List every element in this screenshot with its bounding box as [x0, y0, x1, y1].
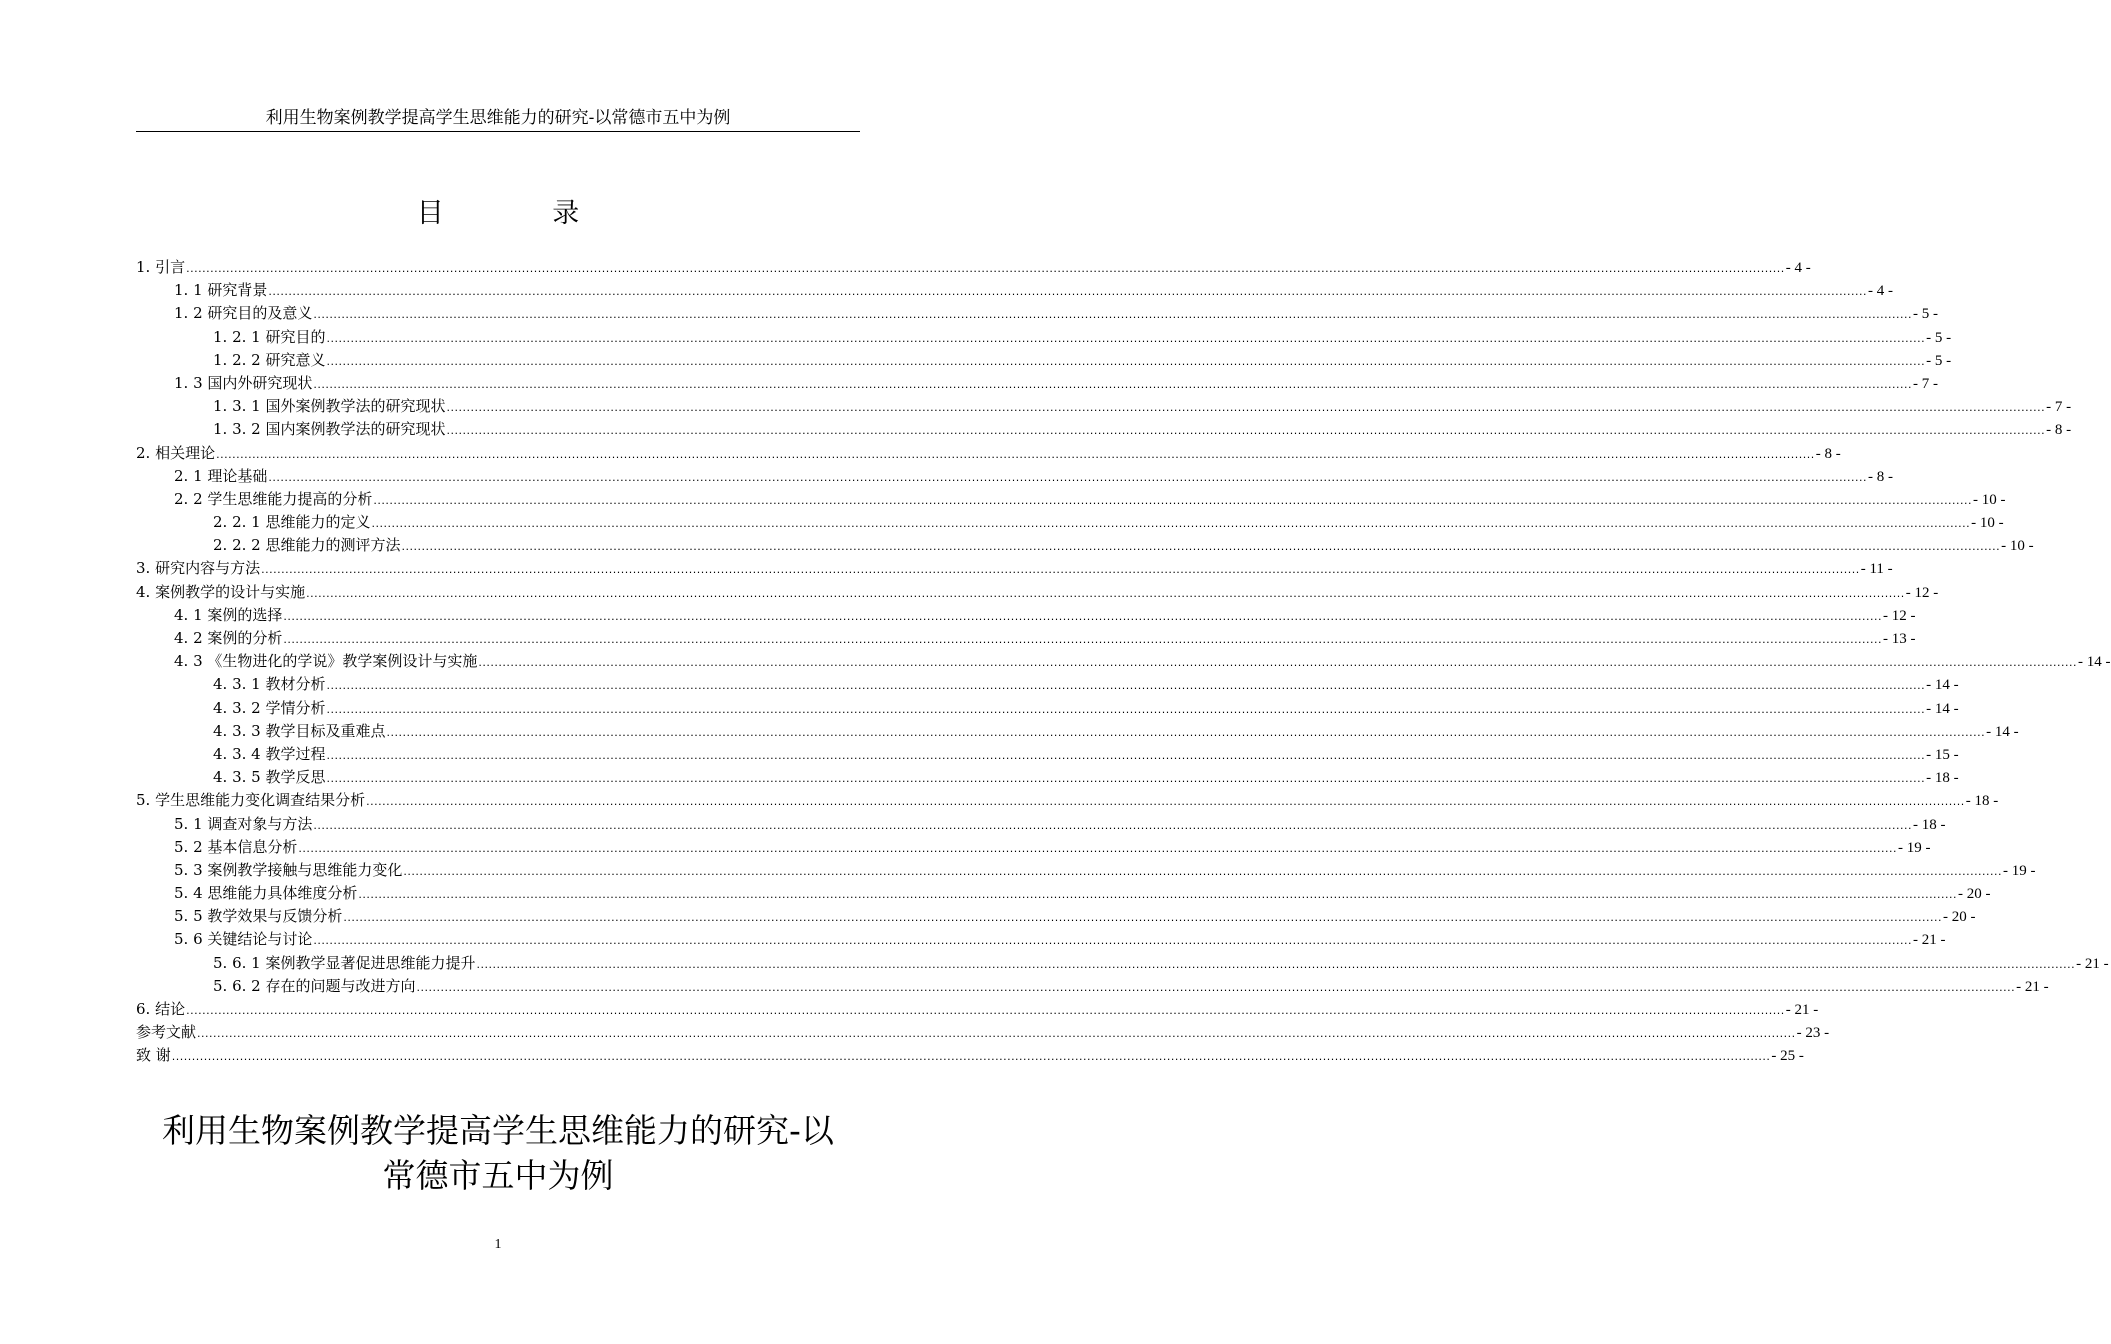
toc-leader-dots: ................................................................................................................................................................................................................................................................................................................................................................................................................: [403, 864, 2003, 878]
toc-entry[interactable]: [136, 302, 1939, 325]
toc-entry-page: - 12 -: [1905, 584, 1939, 601]
toc-entry-page: - 7 -: [1913, 375, 1939, 392]
toc-entry-text: 2. 1 理论基础: [174, 466, 268, 485]
toc-entry-page: - 5 -: [1926, 329, 1952, 346]
toc-entry[interactable]: [136, 372, 1939, 395]
toc-entry-page: - 4 -: [1785, 260, 1811, 276]
toc-leader-dots: ................................................................................................................................................................................................................................................................................................................................................................................................................: [373, 493, 1973, 507]
toc-entry[interactable]: [136, 859, 2036, 882]
toc-entry-text: 5. 6. 1 案例教学显著促进思维能力提升: [213, 953, 476, 972]
toc-entry-page: - 21 -: [2016, 978, 2049, 995]
toc-leader-dots: ................................................................................................................................................................................................................................................................................................................................................................................................................: [371, 517, 1971, 531]
toc-leader-dots: ................................................................................................................................................................................................................................................................................................................................................................................................................: [313, 934, 1913, 948]
toc-entry[interactable]: [136, 882, 1991, 905]
toc-entry[interactable]: [136, 813, 1946, 836]
toc-entry[interactable]: [136, 534, 2034, 557]
toc-leader-dots: ................................................................................................................................................................................................................................................................................................................................................................................................................: [366, 795, 1965, 809]
toc-leader-dots: ................................................................................................................................................................................................................................................................................................................................................................................................................: [446, 401, 2046, 415]
toc-entry-page: - 10 -: [1971, 515, 2004, 532]
toc-entry-text: 5. 6. 2 存在的问题与改进方向: [213, 976, 416, 995]
toc-entry-page: - 12 -: [1883, 607, 1916, 624]
toc-entry[interactable]: [136, 279, 1894, 302]
toc-leader-dots: ................................................................................................................................................................................................................................................................................................................................................................................................................: [186, 1004, 1785, 1017]
toc-entry[interactable]: [136, 627, 1916, 650]
toc-leader-dots: ................................................................................................................................................................................................................................................................................................................................................................................................................: [313, 818, 1913, 832]
toc-entry[interactable]: [136, 720, 2019, 743]
toc-entry[interactable]: [136, 743, 1959, 766]
toc-leader-dots: ................................................................................................................................................................................................................................................................................................................................................................................................................: [326, 354, 1926, 368]
document-title-line-1: 利用生物案例教学提高学生思维能力的研究-以: [162, 1111, 834, 1150]
toc-entry-page: - 18 -: [1965, 793, 1999, 810]
toc-entry-page: - 8 -: [2046, 422, 2072, 439]
toc-leader-dots: ................................................................................................................................................................................................................................................................................................................................................................................................................: [313, 308, 1913, 322]
toc-entry-page: - 8 -: [1815, 445, 1841, 462]
toc-leader-dots: ................................................................................................................................................................................................................................................................................................................................................................................................................: [343, 911, 1943, 925]
toc-entry[interactable]: [136, 465, 1894, 488]
toc-entry[interactable]: [136, 581, 1939, 604]
toc-leader-dots: ................................................................................................................................................................................................................................................................................................................................................................................................................: [326, 702, 1926, 716]
toc-entry-text: 6. 结论: [136, 1000, 186, 1018]
toc-entry-text: 1. 2. 1 研究目的: [213, 327, 326, 346]
toc-leader-dots: ................................................................................................................................................................................................................................................................................................................................................................................................................: [313, 377, 1913, 391]
toc-entry-text: 1. 引言: [136, 258, 186, 276]
toc-leader-dots: ................................................................................................................................................................................................................................................................................................................................................................................................................: [306, 586, 1905, 600]
toc-entry-text: 4. 3 《生物进化的学说》教学案例设计与实施: [174, 652, 478, 671]
toc-entry-page: - 5 -: [1926, 352, 1952, 369]
toc-entry-page: - 20 -: [1943, 909, 1976, 926]
toc-entry-page: - 7 -: [2046, 399, 2072, 416]
toc-leader-dots: ................................................................................................................................................................................................................................................................................................................................................................................................................: [268, 285, 1868, 299]
toc-entry-page: - 19 -: [1898, 839, 1931, 856]
document-title-line-2: 常德市五中为例: [382, 1156, 614, 1195]
running-header: 利用生物案例教学提高学生思维能力的研究-以常德市五中为例: [265, 108, 731, 128]
toc-entry-page: - 20 -: [1958, 886, 1991, 903]
toc-leader-dots: ................................................................................................................................................................................................................................................................................................................................................................................................................: [476, 957, 2076, 971]
toc-entry-text: 5. 5 教学效果与反馈分析: [174, 907, 343, 926]
toc-entry-page: - 25 -: [1771, 1048, 1804, 1065]
toc-entry-text: 5. 4 思维能力具体维度分析: [174, 884, 358, 903]
toc-entry-page: - 21 -: [2076, 955, 2109, 972]
document-title: [120, 1108, 876, 1198]
toc-entry[interactable]: [136, 1044, 1804, 1067]
toc-entry[interactable]: [136, 442, 1841, 465]
toc-entry[interactable]: [136, 326, 1952, 349]
toc-leader-dots: ................................................................................................................................................................................................................................................................................................................................................................................................................: [261, 563, 1860, 577]
toc-leader-dots: ................................................................................................................................................................................................................................................................................................................................................................................................................: [326, 748, 1926, 762]
toc-entry[interactable]: [136, 975, 2049, 998]
toc-entry[interactable]: [136, 395, 2072, 418]
toc-entry-text: 2. 2. 2 思维能力的测评方法: [213, 536, 401, 555]
toc-entry-page: - 5 -: [1913, 306, 1939, 323]
toc-entry-text: 4. 案例教学的设计与实施: [136, 582, 306, 601]
toc-leader-dots: ................................................................................................................................................................................................................................................................................................................................................................................................................: [326, 679, 1926, 693]
toc-entry-text: 2. 2 学生思维能力提高的分析: [174, 489, 373, 508]
toc-entry-text: 5. 1 调查对象与方法: [174, 814, 313, 833]
toc-entry-text: 5. 2 基本信息分析: [174, 837, 298, 856]
toc-leader-dots: ................................................................................................................................................................................................................................................................................................................................................................................................................: [171, 1050, 1771, 1064]
toc-entry-text: 4. 3. 2 学情分析: [213, 698, 326, 717]
toc-entry-page: - 10 -: [1973, 491, 2006, 508]
toc-entry[interactable]: [136, 349, 1952, 372]
toc-entry-text: 4. 3. 4 教学过程: [213, 744, 326, 763]
toc-entry-page: - 10 -: [2001, 538, 2034, 555]
toc-leader-dots: ................................................................................................................................................................................................................................................................................................................................................................................................................: [298, 841, 1898, 855]
toc-leader-dots: ................................................................................................................................................................................................................................................................................................................................................................................................................: [386, 725, 1986, 739]
toc-entry-page: - 8 -: [1868, 468, 1894, 485]
toc-entry-page: - 14 -: [2078, 654, 2111, 671]
toc-entry[interactable]: [136, 604, 1916, 627]
toc-entry-page: - 21 -: [1913, 932, 1946, 949]
toc-entry[interactable]: [136, 1021, 1830, 1044]
toc-entry[interactable]: [136, 511, 2004, 534]
toc-entry-page: - 4 -: [1868, 283, 1894, 300]
toc-leader-dots: ................................................................................................................................................................................................................................................................................................................................................................................................................: [326, 772, 1926, 786]
toc-leader-dots: ................................................................................................................................................................................................................................................................................................................................................................................................................: [478, 656, 2078, 670]
toc-entry-text: 参考文献: [136, 1023, 197, 1042]
toc-entry[interactable]: [136, 836, 1931, 859]
page-number: 1: [494, 1237, 502, 1252]
toc-entry-text: 3. 研究内容与方法: [136, 559, 261, 578]
toc-entry[interactable]: [136, 650, 2111, 673]
toc-entry-page: - 19 -: [2003, 862, 2036, 879]
table-of-contents: [136, 256, 2111, 1068]
toc-leader-dots: ................................................................................................................................................................................................................................................................................................................................................................................................................: [216, 447, 1815, 461]
toc-entry-text: 1. 3. 2 国内案例教学法的研究现状: [213, 420, 446, 439]
toc-entry[interactable]: [136, 488, 2006, 511]
toc-entry-text: 5. 3 案例教学接触与思维能力变化: [174, 860, 403, 879]
toc-entry[interactable]: [136, 905, 1976, 928]
toc-entry-text: 4. 2 案例的分析: [174, 629, 283, 647]
toc-entry-page: - 14 -: [1926, 677, 1959, 694]
toc-leader-dots: ................................................................................................................................................................................................................................................................................................................................................................................................................: [401, 540, 2001, 554]
toc-entry-page: - 13 -: [1883, 631, 1916, 647]
toc-entry-text: 致 谢: [136, 1046, 171, 1065]
toc-entry-page: - 21 -: [1785, 1002, 1819, 1018]
toc-leader-dots: ................................................................................................................................................................................................................................................................................................................................................................................................................: [446, 424, 2046, 438]
toc-entry[interactable]: [136, 418, 2072, 441]
toc-entry-text: 1. 2. 2 研究意义: [213, 350, 326, 369]
toc-entry-text: 1. 3. 1 国外案例教学法的研究现状: [213, 397, 446, 416]
toc-entry-page: - 14 -: [1926, 700, 1959, 717]
toc-entry-text: 1. 1 研究背景: [174, 281, 268, 300]
toc-entry-page: - 18 -: [1926, 770, 1959, 787]
toc-leader-dots: ................................................................................................................................................................................................................................................................................................................................................................................................................: [268, 470, 1868, 484]
toc-entry[interactable]: [136, 952, 2109, 975]
toc-entry-page: - 23 -: [1796, 1025, 1830, 1042]
toc-entry-text: 5. 学生思维能力变化调查结果分析: [136, 791, 366, 810]
toc-entry-page: - 11 -: [1860, 561, 1893, 578]
toc-leader-dots: ................................................................................................................................................................................................................................................................................................................................................................................................................: [186, 262, 1785, 275]
toc-leader-dots: ................................................................................................................................................................................................................................................................................................................................................................................................................: [326, 331, 1926, 345]
toc-entry[interactable]: [136, 789, 1999, 812]
toc-entry-text: 1. 2 研究目的及意义: [174, 304, 313, 323]
toc-entry[interactable]: [136, 697, 1959, 720]
toc-leader-dots: ................................................................................................................................................................................................................................................................................................................................................................................................................: [197, 1027, 1796, 1041]
header-rule: [136, 131, 860, 132]
toc-entry-page: - 14 -: [1986, 723, 2019, 740]
toc-entry[interactable]: [136, 998, 1819, 1021]
toc-entry-text: 2. 相关理论: [136, 443, 216, 462]
toc-entry-text: 4. 1 案例的选择: [174, 605, 283, 624]
toc-leader-dots: ................................................................................................................................................................................................................................................................................................................................................................................................................: [358, 888, 1958, 902]
toc-entry-text: 1. 3 国内外研究现状: [174, 373, 313, 392]
toc-entry[interactable]: [136, 928, 1946, 951]
toc-entry-text: 4. 3. 5 教学反思: [213, 768, 326, 787]
toc-entry-text: 4. 3. 3 教学目标及重难点: [213, 721, 386, 740]
toc-entry-text: 4. 3. 1 教材分析: [213, 675, 326, 694]
toc-entry[interactable]: [136, 766, 1959, 789]
toc-entry[interactable]: [136, 557, 1893, 580]
toc-entry-text: 5. 6 关键结论与讨论: [174, 930, 313, 949]
toc-entry-page: - 15 -: [1926, 746, 1959, 763]
toc-leader-dots: ................................................................................................................................................................................................................................................................................................................................................................................................................: [283, 609, 1883, 623]
toc-entry[interactable]: [136, 256, 1811, 279]
toc-leader-dots: ................................................................................................................................................................................................................................................................................................................................................................................................................: [416, 980, 2016, 994]
toc-entry-text: 2. 2. 1 思维能力的定义: [213, 513, 371, 532]
toc-entry[interactable]: [136, 673, 1959, 696]
toc-leader-dots: ................................................................................................................................................................................................................................................................................................................................................................................................................: [283, 633, 1883, 646]
toc-title: 目 录: [416, 198, 630, 229]
toc-entry-page: - 18 -: [1913, 816, 1946, 833]
